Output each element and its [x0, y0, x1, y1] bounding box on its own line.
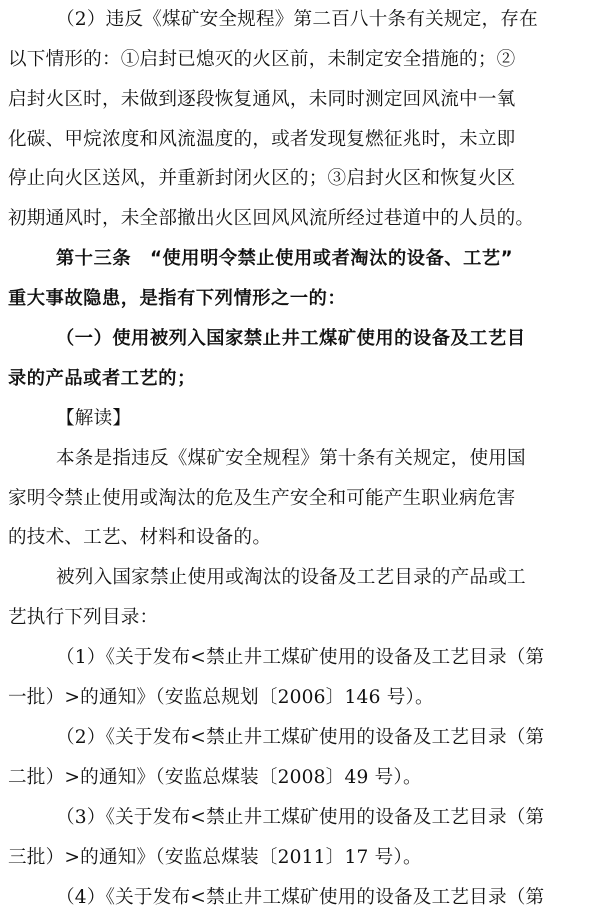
- text-line: 艺执行下列目录：: [8, 607, 159, 628]
- list-item: （1）《关于发布<禁止井工煤矿使用的设备及工艺目录（第: [56, 647, 545, 668]
- text-line: 化碳、甲烷浓度和风流温度的，或者发现复燃征兆时，未立即: [8, 129, 516, 150]
- article-heading: 重大事故隐患，是指有下列情形之一的：: [8, 288, 347, 309]
- text-line: 本条是指违反《煤矿安全规程》第十条有关规定，使用国: [56, 448, 526, 469]
- list-item: （4）《关于发布<禁止井工煤矿使用的设备及工艺目录（第: [56, 887, 545, 908]
- list-item: （3）《关于发布<禁止井工煤矿使用的设备及工艺目录（第: [56, 807, 545, 828]
- text-line: 启封火区时，未做到逐段恢复通风，未同时测定回风流中一氧: [8, 89, 516, 110]
- list-item: （2）《关于发布<禁止井工煤矿使用的设备及工艺目录（第: [56, 727, 545, 748]
- article-heading: 第十三条 “使用明令禁止使用或者淘汰的设备、工艺”: [56, 248, 514, 269]
- text-line: 被列入国家禁止使用或淘汰的设备及工艺目录的产品或工: [56, 567, 526, 588]
- text-line: （2）违反《煤矿安全规程》第二百八十条有关规定，存在: [56, 9, 538, 30]
- list-item: 二批）>的通知》（安监总煤装〔2008〕49 号）。: [8, 767, 422, 788]
- text-line: 家明令禁止使用或淘汰的危及生产安全和可能产生职业病危害: [8, 488, 516, 509]
- item-heading: （一）使用被列入国家禁止井工煤矿使用的设备及工艺目: [56, 328, 526, 349]
- text-line: 的技术、工艺、材料和设备的。: [8, 527, 272, 548]
- text-line: 停止向火区送风，并重新封闭火区的；③启封火区和恢复火区: [8, 168, 516, 189]
- list-item: 三批）>的通知》（安监总煤装〔2011〕17 号）。: [8, 847, 422, 868]
- section-label: 【解读】: [56, 408, 132, 429]
- item-heading: 录的产品或者工艺的；: [8, 368, 196, 389]
- text-line: 以下情形的：①启封已熄灭的火区前，未制定安全措施的；②: [8, 49, 516, 70]
- list-item: 一批）>的通知》（安监总规划〔2006〕146 号）。: [8, 687, 434, 708]
- text-line: 初期通风时，未全部撤出火区回风风流所经过巷道中的人员的。: [8, 208, 535, 229]
